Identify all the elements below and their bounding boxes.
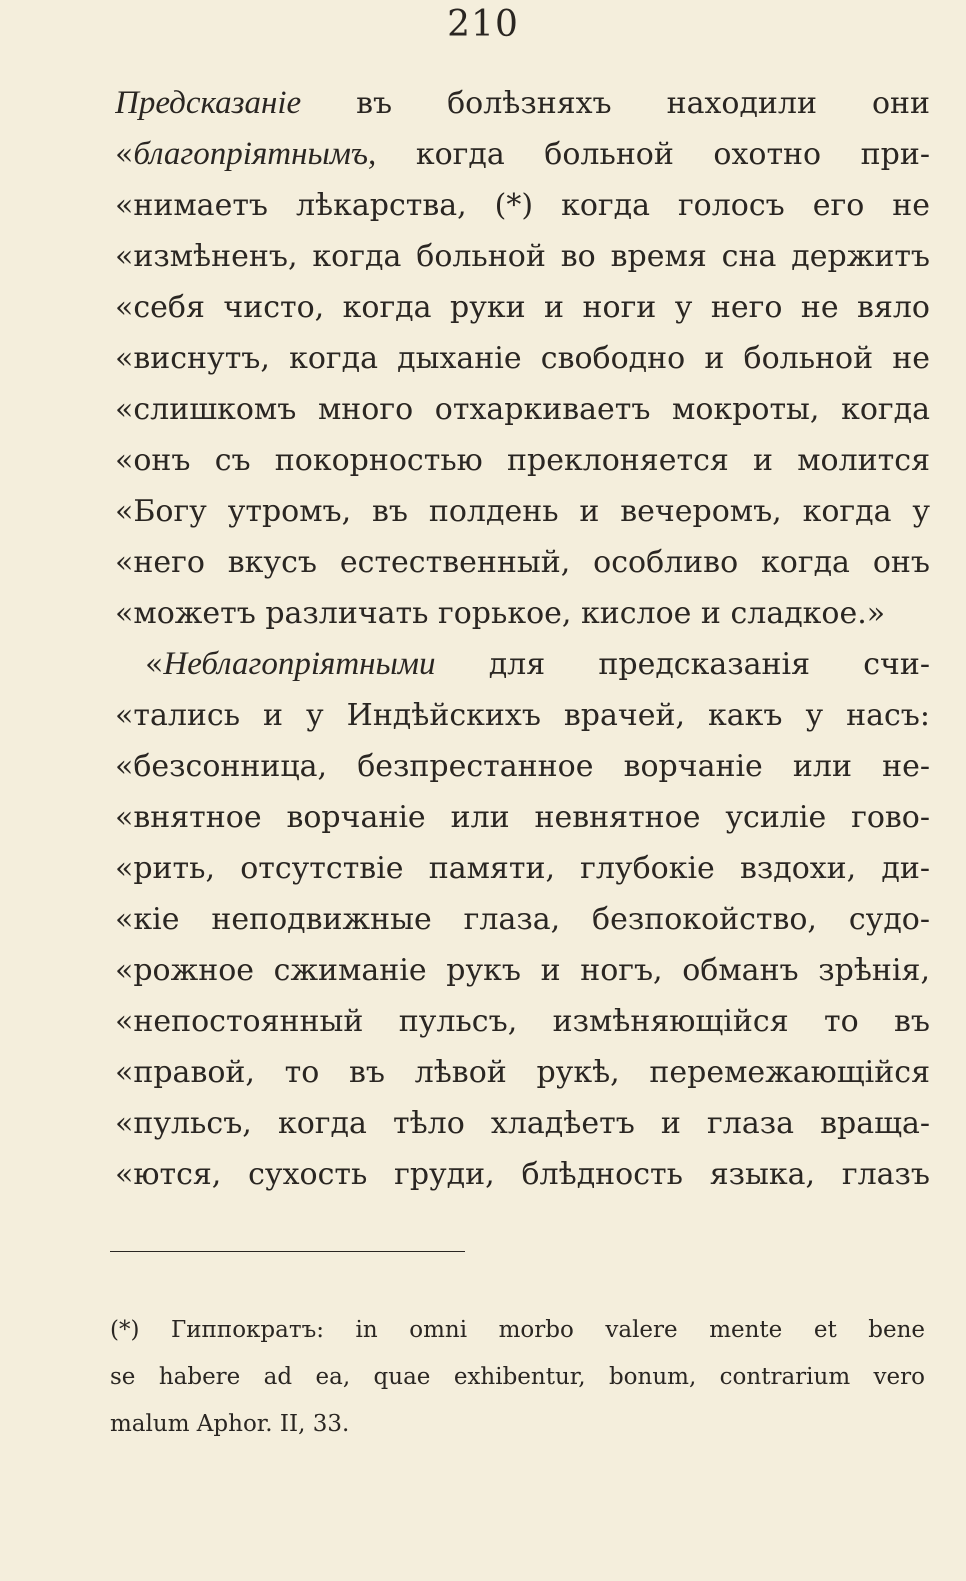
- text-line: «кіе неподвижные глаза, безпокойство, судо-: [115, 902, 930, 937]
- text-line: «внятное ворчаніе или невнятное усиліе гово-: [115, 800, 930, 835]
- text-line: «ются, сухость груди, блѣдность языка, глазъ: [115, 1157, 930, 1192]
- text-line: «себя чисто, когда руки и ноги у него не вяло: [115, 290, 930, 325]
- main-text: [115, 78, 930, 1200]
- text-segment: когда больной охотно при-: [376, 137, 930, 172]
- footnote: [110, 1307, 925, 1448]
- footnote-line: malum Aphor. II, 33.: [110, 1411, 350, 1437]
- text-segment: въ болѣзняхъ находили они: [301, 86, 930, 121]
- text-line: «правой, то въ лѣвой рукѣ, перемежающійся: [115, 1055, 930, 1090]
- page-number: 210: [447, 4, 519, 45]
- text-line: «виснутъ, когда дыханіе свободно и больной не: [115, 341, 930, 376]
- text-line: «онъ съ покорностью преклоняется и молится: [115, 443, 930, 478]
- text-line: «измѣненъ, когда больной во время сна держитъ: [115, 239, 930, 274]
- text-line: «нимаетъ лѣкарства, (*) когда голосъ его не: [115, 188, 930, 223]
- text-line: «рить, отсутствіе памяти, глубокіе вздохи, ди-: [115, 851, 930, 886]
- text-segment: для предсказанія счи-: [435, 647, 930, 682]
- text-line: «Богу утромъ, въ полдень и вечеромъ, когда у: [115, 494, 930, 529]
- text-line: «слишкомъ много отхаркиваетъ мокроты, когда: [115, 392, 930, 427]
- text-line: «пульсъ, когда тѣло хладѣетъ и глаза враща-: [115, 1106, 930, 1141]
- text-line: «тались и у Индѣйскихъ врачей, какъ у насъ:: [115, 698, 930, 733]
- text-segment: «: [115, 137, 134, 172]
- text-line: [115, 78, 930, 129]
- text-line: [115, 639, 930, 690]
- text-segment: «: [145, 647, 164, 682]
- text-line: «него вкусъ естественный, особливо когда онъ: [115, 545, 930, 580]
- italic-term: Предсказаніе: [115, 85, 302, 121]
- footnote-line: (*) Гиппократъ: in omni morbo valere mente et bene: [110, 1317, 925, 1343]
- italic-term: Неблагопріятными: [163, 646, 436, 682]
- footnote-line: se habere ad ea, quae exhibentur, bonum, contrarium vero: [110, 1364, 925, 1390]
- text-line: «безсонница, безпрестанное ворчаніе или не-: [115, 749, 930, 784]
- text-line: «можетъ различать горькое, кислое и сладкое.»: [115, 596, 886, 631]
- italic-term: благопріятнымъ,: [133, 136, 377, 172]
- text-line: [115, 129, 930, 180]
- text-line: «непостоянный пульсъ, измѣняющійся то въ: [115, 1004, 930, 1039]
- text-line: «рожное сжиманіе рукъ и ногъ, обманъ зрѣнія,: [115, 953, 930, 988]
- footnote-rule: [110, 1251, 465, 1252]
